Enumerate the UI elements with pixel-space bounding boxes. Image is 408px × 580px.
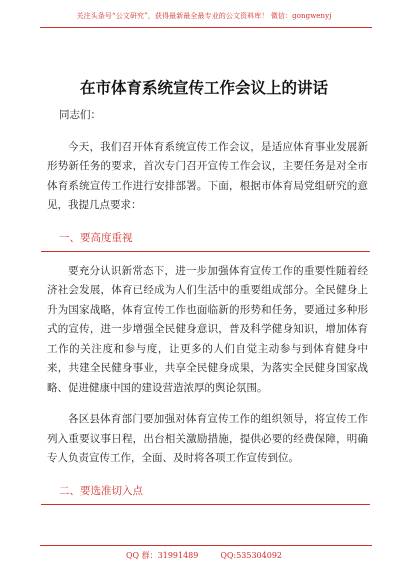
section-1-paragraph-2: 各区县体育部门要加强对体育宣传工作的组织领导，将宣传工作列入重要议事日程，出台相关激励措施，提供必要的经费保障，明确专人负责宣传工作，全面、及时将各项工作宣传到位。 (47, 413, 368, 464)
section-divider (41, 504, 370, 505)
intro-paragraph: 今天，我们召开体育系统宣传工作会议，是适应体育事业发展新形势新任务的要求，首次专门召开宣传工作会议，主要任务是对全市体育系统宣传工作进行安排部署。下面，根据市体育局党组研究的意见，我提几点要求： (47, 140, 368, 211)
document-title: 在市体育系统宣传工作会议上的讲话 (79, 79, 328, 97)
spacer (47, 126, 368, 138)
section-heading-2: 二、要选准切入点 (59, 484, 143, 497)
section-heading-1: 一、要高度重视 (59, 231, 133, 244)
footer-divider (40, 545, 372, 546)
footer-qq-group: QQ 群：31991489 (125, 551, 199, 560)
footer-qq: QQ:535304092 (220, 551, 282, 560)
section-1-paragraph-1: 要充分认识新常态下，进一步加强体育宣传工作的重要性随着经济社会发展，体育已经成为人们生活中的重要组成部分。全民健身上升为国家战略，体育宣传工作也面临新的形势和任务，要通过多种形式的宣传，进一步增强全民健身意识，普及科学健身知识，增加体育工作的关注度和参与度，让更多的人们自觉主动参与到体育健身中来，共建全民健身事业，共享全民健身成果，为落实全民健身国家战略、促进健康中国的建设营造浓厚的舆论氛围。 (47, 264, 368, 394)
greeting: 同志们： (59, 109, 101, 121)
header-divider (40, 27, 372, 28)
footer-contact (0, 550, 408, 561)
spacer (47, 216, 368, 228)
section-divider (41, 251, 370, 252)
header-promo-note: 关注头条号“公文研究”，获得最新最全最专业的公文资料库！ 微信：gongwenyj (76, 12, 332, 20)
spacer (47, 469, 368, 481)
document-body (47, 106, 368, 515)
spacer (47, 398, 368, 410)
